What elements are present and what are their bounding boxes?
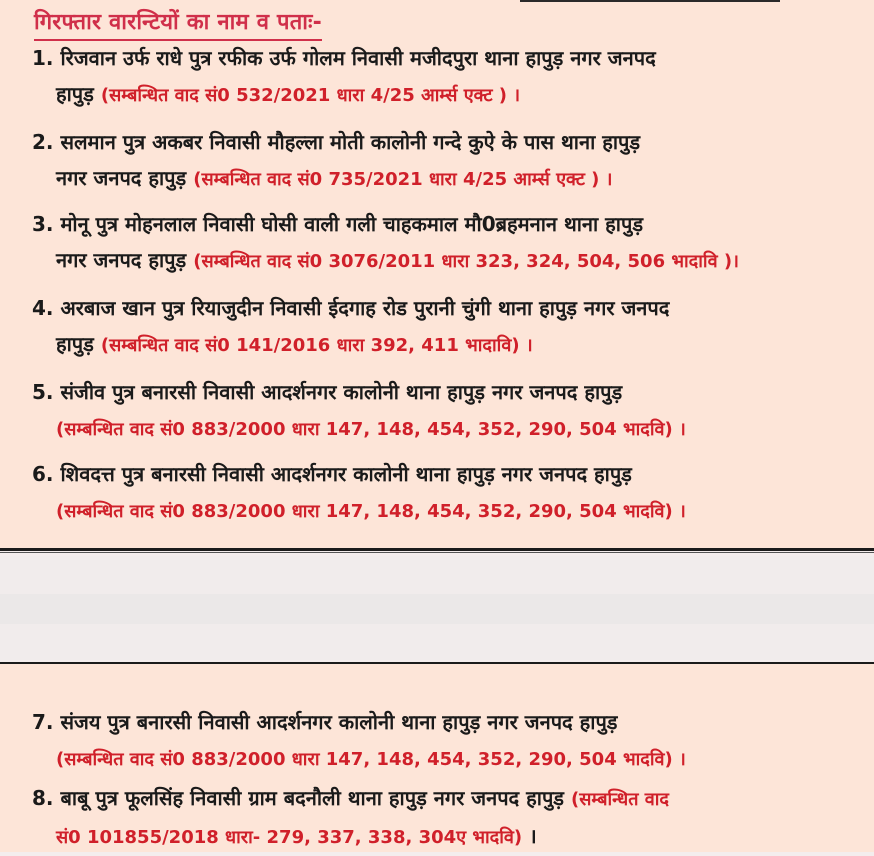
warrantee-entry-6 — [32, 456, 832, 530]
entry-line — [32, 818, 832, 856]
entry-line: 6. शिवदत्त पुत्र बनारसी निवासी आदर्शनगर कालोनी थाना हापुड़ नगर जनपद हापुड़ — [32, 462, 632, 486]
case-reference: (सम्बन्धित वाद सं0 883/2000 धारा 147, 148, 454, 352, 290, 504 भादवि) । — [56, 749, 686, 770]
entry-line: 5. संजीव पुत्र बनारसी निवासी आदर्शनगर कालोनी थाना हापुड़ नगर जनपद हापुड़ — [32, 380, 623, 404]
warrantee-entry-2 — [32, 124, 832, 198]
page-gap-stripe — [0, 594, 874, 624]
page-title: गिरफ्तार वारन्टियों का नाम व पताः- — [34, 6, 322, 41]
top-divider-line — [520, 0, 780, 2]
case-reference: (सम्बन्धित वाद सं0 883/2000 धारा 147, 148, 454, 352, 290, 504 भादवि) । — [56, 419, 686, 440]
entry-line: 2. सलमान पुत्र अकबर निवासी मौहल्ला मोती कालोनी गन्दे कुऐ के पास थाना हापुड़ — [32, 130, 641, 154]
entry-line — [32, 410, 832, 448]
entry-line — [32, 160, 832, 198]
entry-line — [32, 326, 832, 364]
case-reference: (सम्बन्धित वाद सं0 3076/2011 धारा 323, 324, 504, 506 भादावि )। — [193, 251, 739, 272]
entry-text: 8. बाबू पुत्र फूलसिंह निवासी ग्राम बदनौली थाना हापुड़ नगर जनपद हापुड़ — [32, 786, 565, 810]
warrantee-entry-7 — [32, 704, 832, 778]
warrantee-entry-1 — [32, 40, 832, 114]
case-reference: सं0 101855/2018 धारा- 279, 337, 338, 304ए भादवि) — [56, 827, 523, 848]
warrantee-entry-5 — [32, 374, 832, 448]
entry-line: 7. संजय पुत्र बनारसी निवासी आदर्शनगर कालोनी थाना हापुड़ नगर जनपद हापुड़ — [32, 710, 618, 734]
entry-address-tail: नगर जनपद हापुड़ — [56, 166, 187, 190]
entry-address-tail: हापुड़ — [56, 332, 94, 356]
bottom-document-panel — [0, 664, 874, 852]
entry-line — [32, 492, 832, 530]
entry-end-mark: । — [522, 824, 537, 848]
entry-line: 4. अरबाज खान पुत्र रियाजुदीन निवासी ईदगाह रोड पुरानी चुंगी थाना हापुड़ नगर जनपद — [32, 296, 670, 320]
section-divider — [0, 552, 874, 553]
warrantee-entry-4 — [32, 290, 832, 364]
case-reference: (सम्बन्धित वाद सं0 883/2000 धारा 147, 148, 454, 352, 290, 504 भादवि) । — [56, 501, 686, 522]
entry-line: 1. रिजवान उर्फ राधे पुत्र रफीक उर्फ गोलम निवासी मजीदपुरा थाना हापुड़ नगर जनपद — [32, 46, 656, 70]
entry-line: 3. मोनू पुत्र मोहनलाल निवासी घोसी वाली गली चाहकमाल मौ0ब्रहमनान थाना हापुड़ — [32, 212, 644, 236]
entry-line — [32, 76, 832, 114]
entry-address-tail: नगर जनपद हापुड़ — [56, 248, 187, 272]
entry-line — [32, 740, 832, 778]
case-reference: (सम्बन्धित वाद — [570, 789, 669, 810]
warrantee-entry-3 — [32, 206, 832, 280]
entry-line — [32, 780, 832, 818]
case-reference: (सम्बन्धित वाद सं0 532/2021 धारा 4/25 आर्म्स एक्ट ) । — [100, 85, 521, 106]
section-divider — [0, 548, 874, 551]
entry-address-tail: हापुड़ — [56, 82, 94, 106]
case-reference: (सम्बन्धित वाद सं0 735/2021 धारा 4/25 आर्म्स एक्ट ) । — [193, 169, 613, 190]
entry-line — [32, 242, 832, 280]
case-reference: (सम्बन्धित वाद सं0 141/2016 धारा 392, 411 भादावि) । — [100, 335, 533, 356]
warrantee-entry-8 — [32, 780, 832, 856]
